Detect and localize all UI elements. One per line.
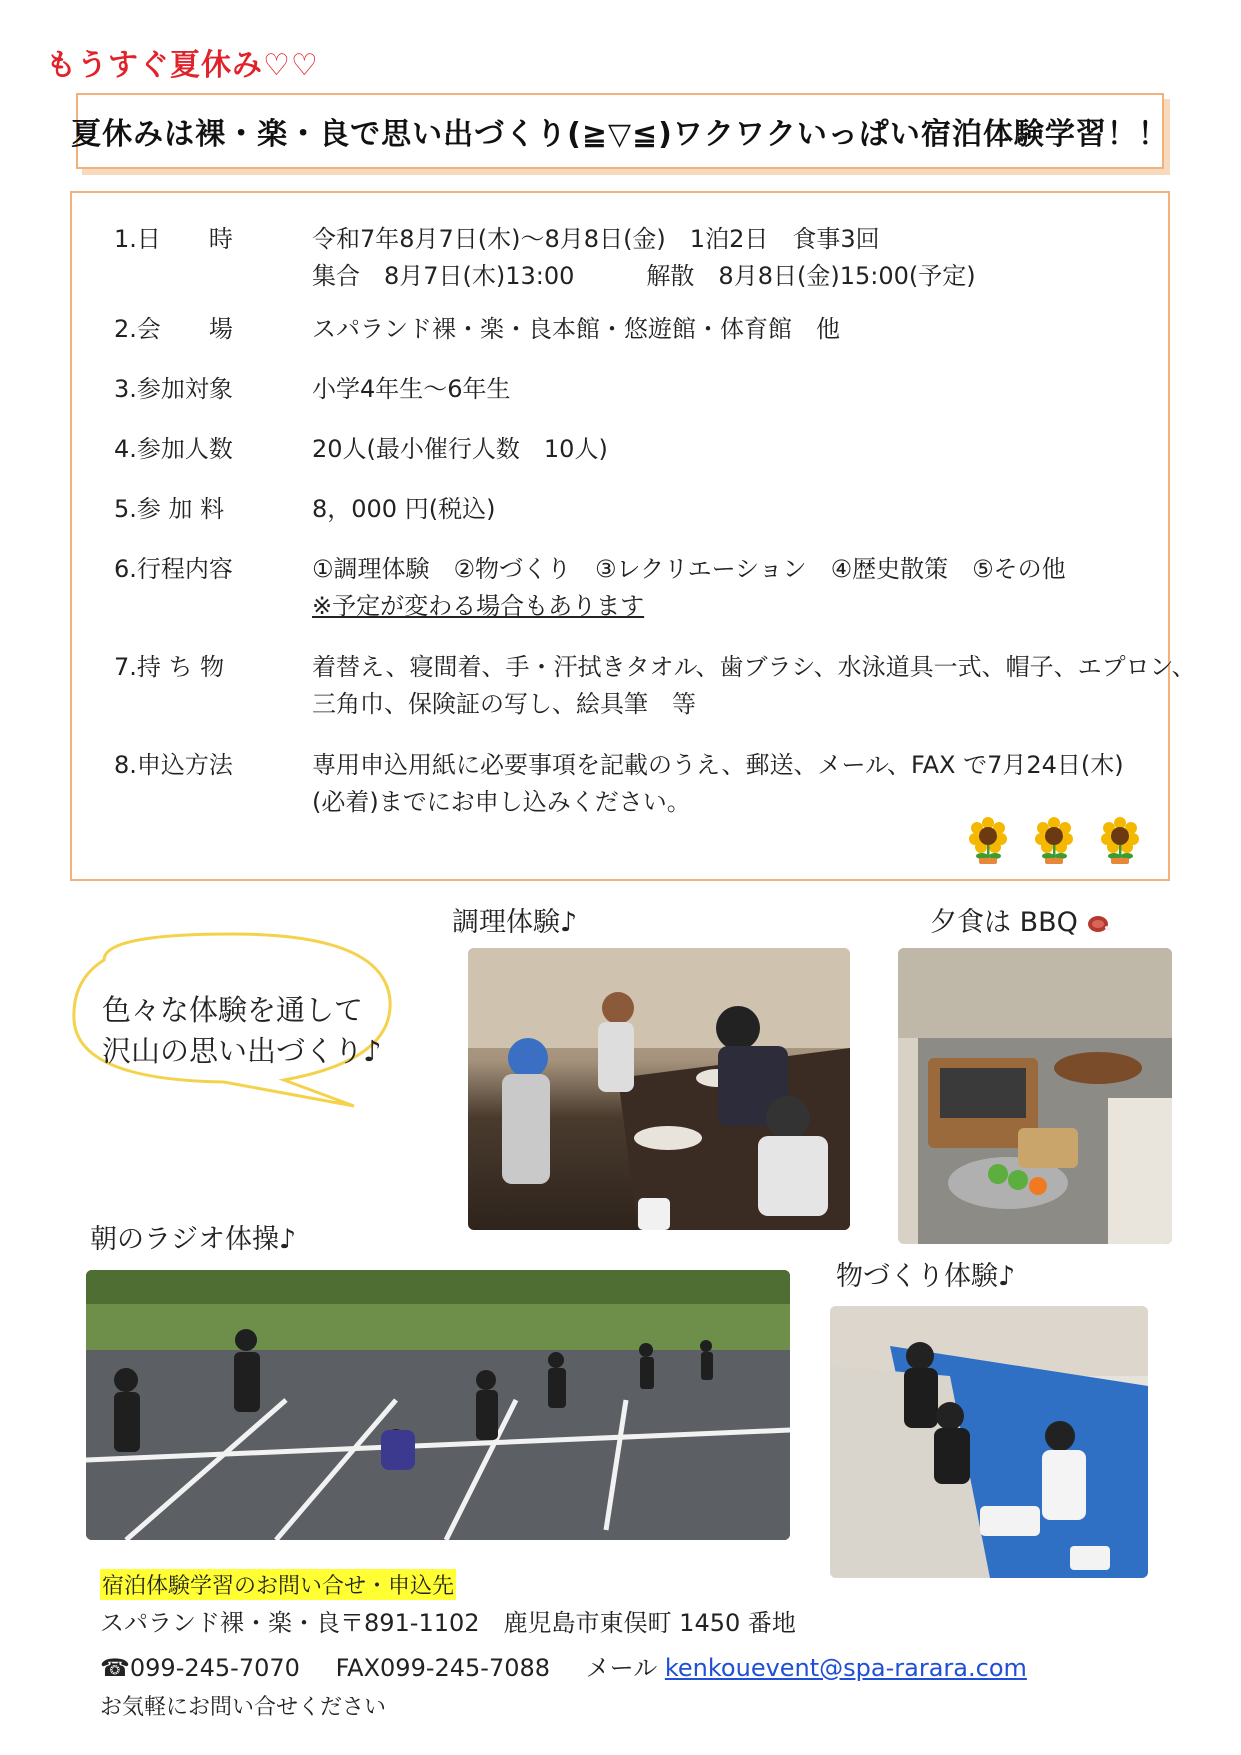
teaser-heading: もうすぐ夏休み♡♡ — [46, 48, 319, 83]
sunflower-icon — [1034, 815, 1074, 865]
bbq-photo — [898, 948, 1172, 1244]
contact-line — [100, 1648, 1027, 1683]
sunflower-icon — [968, 815, 1008, 865]
sunflower-icon — [1100, 815, 1140, 865]
craft-photo — [830, 1306, 1148, 1578]
caption-cooking: 調理体験♪ — [452, 907, 578, 938]
contact-title: 宿泊体験学習のお問い合せ・申込先 — [100, 1569, 456, 1600]
page-title: 夏休みは裸・楽・良で思い出づくり(≧▽≦)ワクワクいっぱい宿泊体験学習！！ — [71, 117, 1169, 152]
bubble-line2: 沢山の思い出づくり♪ — [102, 1034, 382, 1068]
caption-bbq-text: 夕食は BBQ — [930, 907, 1078, 938]
target-label: 3.参加対象 — [114, 375, 233, 403]
cooking-photo — [468, 948, 850, 1230]
radio-exercise-photo — [86, 1270, 790, 1540]
target-value: 小学4年生～6年生 — [312, 375, 511, 403]
bubble-line1: 色々な体験を通して — [102, 993, 364, 1027]
contact-phone: ☎099-245-7070 — [100, 1654, 300, 1682]
items-line2: 三角巾、保険証の写し、絵具筆 等 — [312, 690, 696, 718]
fee-label: 5.参 加 料 — [114, 495, 225, 523]
contact-closing: お気軽にお問い合せください — [100, 1695, 387, 1720]
email-link[interactable]: kenkouevent@spa-rarara.com — [664, 1654, 1027, 1682]
date-label: 1.日 時 — [114, 225, 233, 253]
venue-label: 2.会 場 — [114, 315, 233, 343]
bubble-text — [102, 990, 382, 1072]
caption-radio: 朝のラジオ体操♪ — [90, 1224, 297, 1255]
meat-icon — [1086, 911, 1112, 937]
caption-bbq — [930, 900, 1112, 939]
info-box — [70, 191, 1196, 881]
fee-value: 8，000 円(税込) — [312, 495, 496, 523]
capacity-label: 4.参加人数 — [114, 435, 233, 463]
venue-value: スパランド裸・楽・良本館・悠遊館・体育館 他 — [312, 315, 840, 343]
items-label: 7.持 ち 物 — [114, 653, 225, 681]
apply-line2: (必着)までにお申し込みください。 — [312, 788, 691, 816]
items-line1: 着替え、寝間着、手・汗拭きタオル、歯ブラシ、水泳道具一式、帽子、エプロン、 — [312, 653, 1196, 681]
program-label: 6.行程内容 — [114, 555, 233, 583]
contact-fax: FAX099-245-7088 — [335, 1654, 551, 1682]
apply-line1: 専用申込用紙に必要事項を記載のうえ、郵送、メール、FAX で7月24日(木) — [312, 751, 1124, 779]
date-line1: 令和7年8月7日(木)～8月8日(金) 1泊2日 食事3回 — [312, 225, 880, 253]
contact-mail-label: メール — [585, 1654, 658, 1682]
caption-craft: 物づくり体験♪ — [836, 1261, 1016, 1292]
date-line2: 集合 8月7日(木)13:00 解散 8月8日(金)15:00(予定) — [312, 262, 976, 290]
program-value: ①調理体験 ②物づくり ③レクリエーション ④歴史散策 ⑤その他 — [312, 555, 1066, 583]
program-note: ※予定が変わる場合もあります — [312, 592, 645, 620]
capacity-value: 20人(最小催行人数 10人) — [312, 435, 608, 463]
contact-address: スパランド裸・楽・良〒891-1102 鹿児島市東俣町 1450 番地 — [100, 1609, 796, 1637]
title-box — [71, 93, 1169, 169]
apply-label: 8.申込方法 — [114, 751, 233, 779]
